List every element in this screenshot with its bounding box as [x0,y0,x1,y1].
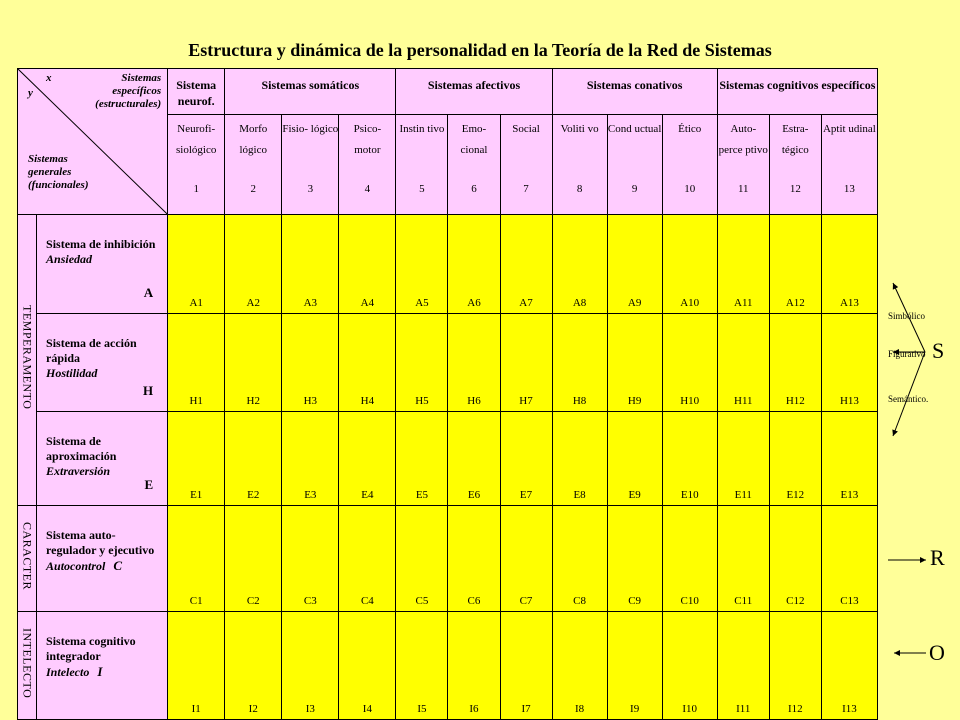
subsystem-number: 3 [307,183,314,196]
subsystem-number: 12 [789,183,801,196]
subsystem-number: 10 [684,183,696,196]
matrix-cell: E12 [769,412,821,506]
matrix-cell: E8 [552,412,607,506]
subsystem-header-9 [607,115,662,215]
row-header-a [37,215,168,314]
matrix-cell: C2 [225,506,282,612]
matrix-cell: C7 [500,506,552,612]
subsystem-label: Ético [678,123,702,135]
matrix-cell: C3 [282,506,339,612]
subsystem-label: Morfo lógico [239,123,268,156]
row-trait: Extraversión [46,464,111,478]
matrix-cell: A2 [225,215,282,314]
corner-y-label: y [28,87,33,99]
matrix-cell: H5 [396,314,448,412]
matrix-cell: C6 [448,506,500,612]
subsystem-header-2 [225,115,282,215]
row-letter: H [143,382,154,398]
subsystem-number: 4 [364,183,371,196]
row-letter: E [144,476,154,492]
matrix-cell: A6 [448,215,500,314]
matrix-cell: I11 [717,612,769,720]
matrix-cell: H1 [168,314,225,412]
matrix-cell: I12 [769,612,821,720]
matrix-cell: I6 [448,612,500,720]
subsystem-header-4 [339,115,396,215]
subsystem-header-3 [282,115,339,215]
matrix-cell: E6 [448,412,500,506]
matrix-cell: A13 [821,215,877,314]
matrix-cell: E3 [282,412,339,506]
matrix-cell: A8 [552,215,607,314]
subsystem-label: Estra- tégico [781,123,809,156]
matrix-cell: I9 [607,612,662,720]
matrix-cell: C4 [339,506,396,612]
subsystem-header-11 [717,115,769,215]
letter-o: O [929,640,945,665]
row-system-name: Sistema de acción rápida [46,336,137,365]
matrix-cell: C13 [821,506,877,612]
subsystem-header-5 [396,115,448,215]
row-trait: Intelecto [46,665,90,679]
subsystem-label: Auto- perce ptivo [718,123,768,156]
matrix-cell: H3 [282,314,339,412]
row-system-name: Sistema de aproximación [46,434,117,463]
row-letter: A [143,284,154,300]
subsystem-number: 8 [576,183,583,196]
row-system-name: Sistema cognitivo integrador [46,634,136,663]
label-semantico: Semántico. [888,394,929,404]
matrix-cell: A4 [339,215,396,314]
matrix-cell: A7 [500,215,552,314]
subsystem-label: Voliti vo [560,123,599,135]
matrix-cell: C8 [552,506,607,612]
matrix-cell: H6 [448,314,500,412]
matrix-cell: A12 [769,215,821,314]
subsystem-header-8 [552,115,607,215]
matrix-cell: E1 [168,412,225,506]
matrix-cell: C10 [662,506,717,612]
row-trait-line [46,366,161,381]
matrix-cell: E9 [607,412,662,506]
subsystem-number: 13 [843,183,855,196]
matrix-cell: H13 [821,314,877,412]
matrix-cell: E13 [821,412,877,506]
subsystem-header-12 [769,115,821,215]
group-header-afectivos: Sistemas afectivos [396,69,552,115]
subsystem-number: 7 [523,183,529,196]
matrix-cell: A9 [607,215,662,314]
row-trait-line [46,558,161,574]
subsystem-number: 1 [193,183,199,196]
subsystem-number: 9 [631,183,638,196]
group-header-somaticos: Sistemas somáticos [225,69,396,115]
matrix-cell: A5 [396,215,448,314]
label-simbolico: Simbólico [888,311,926,321]
subsystem-label: Aptit udinal [822,123,876,135]
subsystem-number: 2 [250,183,256,196]
matrix-cell: E5 [396,412,448,506]
subsystem-label: Psico- motor [353,123,382,156]
matrix-cell: E10 [662,412,717,506]
letter-r: R [930,545,945,570]
matrix-cell: C11 [717,506,769,612]
matrix-cell: I10 [662,612,717,720]
matrix-cell: H10 [662,314,717,412]
caracter-label: CARACTER [20,521,35,590]
row-group-temperamento [18,215,37,506]
temperamento-label: TEMPERAMENTO [20,305,35,410]
group-header-conativos: Sistemas conativos [552,69,717,115]
matrix-cell: H2 [225,314,282,412]
matrix-cell: C1 [168,506,225,612]
matrix-cell: I8 [552,612,607,720]
matrix-cell: I2 [225,612,282,720]
matrix-cell: I13 [821,612,877,720]
subsystem-header-6 [448,115,500,215]
matrix-cell: E4 [339,412,396,506]
row-header-h [37,314,168,412]
matrix-cell: A11 [717,215,769,314]
subsystem-label: Social [512,123,540,135]
matrix-cell: H4 [339,314,396,412]
personality-matrix [17,68,878,720]
corner-specific-label: Sistemas específicos (estructurales) [95,72,162,111]
subsystem-label: Fisio- lógico [282,123,339,135]
corner-general-label: Sistemas generales (funcionales) [28,153,89,192]
label-figurativo: Figurativo [888,349,926,359]
row-header-e [37,412,168,506]
row-group-intelecto [18,612,37,720]
row-letter: I [97,664,103,679]
row-trait-line [46,252,161,267]
subsystem-number: 6 [471,183,477,196]
matrix-cell: A10 [662,215,717,314]
matrix-cell: E11 [717,412,769,506]
row-trait: Ansiedad [46,252,93,266]
matrix-cell: C5 [396,506,448,612]
matrix-cell: A3 [282,215,339,314]
matrix-cell: E2 [225,412,282,506]
diagram-title: Estructura y dinámica de la personalidad en la Teoría de la Red de Sistemas [188,40,772,60]
subsystem-header-10 [662,115,717,215]
corner-x-label: x [46,72,52,84]
letter-s: S [932,338,945,363]
subsystem-header-13 [821,115,877,215]
group-header-cognitivos: Sistemas cognitivos específicos [717,69,877,115]
subsystem-label: Cond uctual [607,123,662,135]
matrix-cell: E7 [500,412,552,506]
row-group-caracter [18,506,37,612]
matrix-cell: H11 [717,314,769,412]
matrix-cell: H12 [769,314,821,412]
group-header-neurof: Sistema neurof. [168,69,225,115]
matrix-cell: C9 [607,506,662,612]
subsystem-label: Neurofi- siológico [176,123,217,156]
matrix-cell: I3 [282,612,339,720]
matrix-cell: A1 [168,215,225,314]
subsystem-number: 11 [737,183,749,196]
row-trait: Autocontrol [46,559,106,573]
subsystem-number: 5 [419,183,425,196]
corner-header-cell [18,69,168,215]
subsystem-label: Emo- cional [460,123,488,156]
subsystem-label: Instin tivo [399,123,445,135]
matrix-cell: I1 [168,612,225,720]
row-trait-line [46,664,161,680]
row-header-i [37,612,168,720]
row-system-name: Sistema auto-regulador y ejecutivo [46,528,155,557]
matrix-cell: I4 [339,612,396,720]
row-trait: Hostilidad [46,366,98,380]
matrix-cell: H7 [500,314,552,412]
intelecto-label: INTELECTO [20,627,35,699]
matrix-cell: H8 [552,314,607,412]
row-system-name: Sistema de inhibición [46,237,156,251]
subsystem-header-1 [168,115,225,215]
matrix-cell: C12 [769,506,821,612]
subsystem-header-7 [500,115,552,215]
matrix-cell: I7 [500,612,552,720]
matrix-cell: I5 [396,612,448,720]
side-arrows [880,280,960,660]
row-letter: C [113,558,123,573]
row-header-c [37,506,168,612]
matrix-cell: H9 [607,314,662,412]
